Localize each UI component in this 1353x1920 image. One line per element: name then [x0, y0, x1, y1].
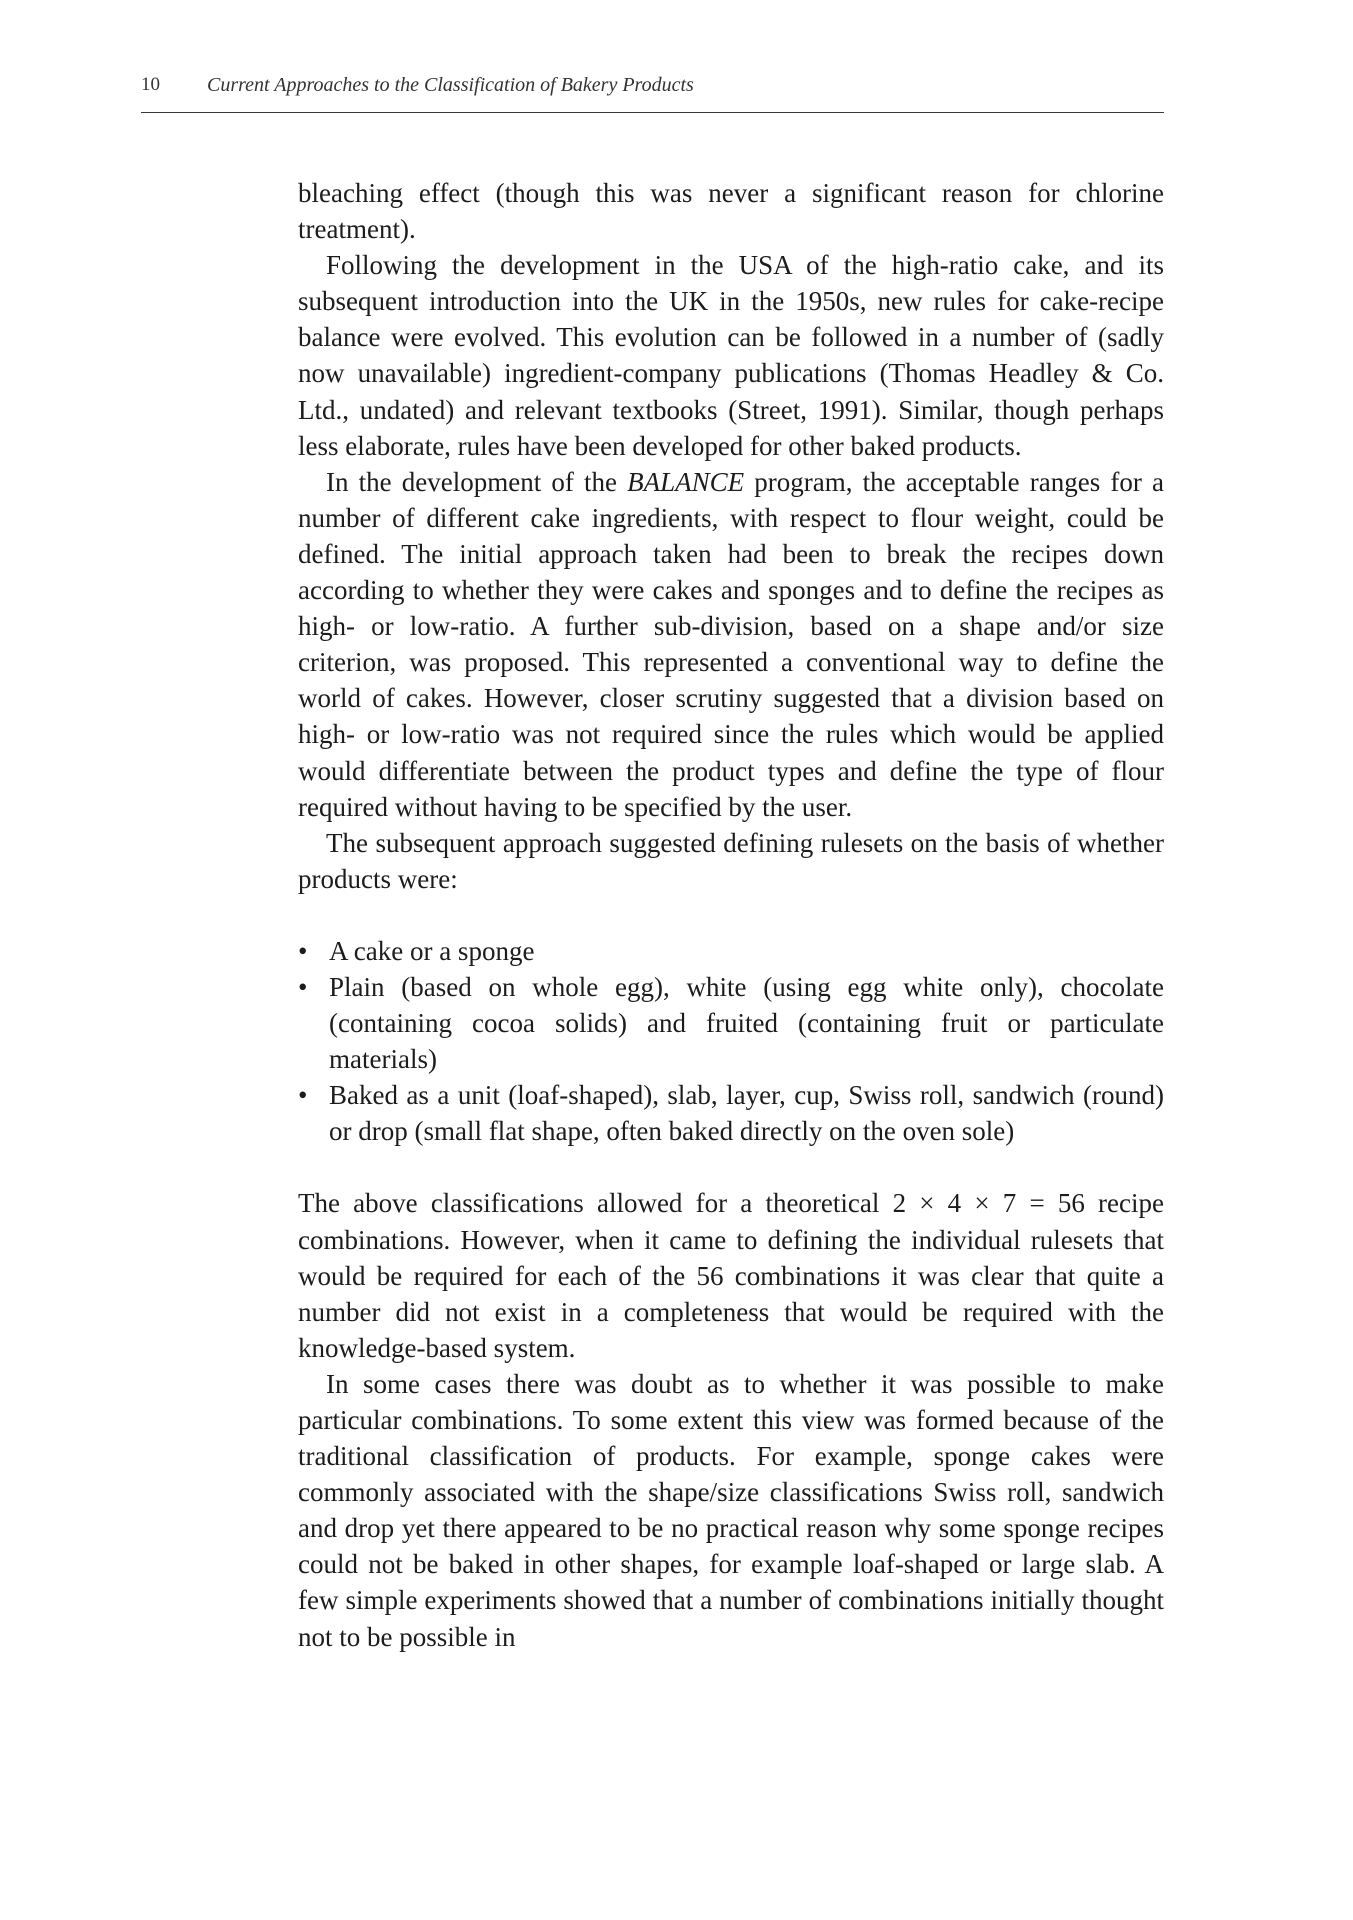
paragraph: In some cases there was doubt as to whether it was possible to make particular combinations. To some extent this view was formed because of the traditional classification of products. For example, sponge cakes were commonly associated with the shape/size classifications Swiss roll, sandwich and drop yet there appeared to be no practical reason why some sponge recipes could not be baked in other shapes, for example loaf-shaped or large slab. A few simple experiments showed that a number of combinations initially thought not to be possible in [298, 1368, 1164, 1652]
bullet-icon: • [298, 935, 308, 966]
running-title: Current Approaches to the Classification of Bakery Products [207, 74, 694, 96]
bullet-list [298, 933, 1164, 1150]
page-number: 10 [141, 74, 160, 95]
paragraph: Following the development in the USA of the high-ratio cake, and its subsequent introduction into the UK in the 1950s, new rules for cake-recipe balance were evolved. This evolution can be followed in a number of (sadly now unavailable) ingredient-company publications (Thomas Headley & Co. Ltd., undated) and relevant textbooks (Street, 1991). Similar, though perhaps less elaborate, rules have been developed for other baked products. [298, 250, 1164, 461]
list-item [298, 1077, 1164, 1149]
running-header [141, 70, 1164, 113]
list-item-text: Baked as a unit (loaf-shaped), slab, layer, cup, Swiss roll, sandwich (round) or drop (small flat shape, often baked directly on the oven sole) [329, 1080, 1164, 1147]
list-item [298, 933, 1164, 969]
program-name: BALANCE [627, 466, 745, 497]
paragraph-text: program, the acceptable ranges for a number of different cake ingredients, with respect to flour weight, could be defined. The initial approach taken had been to break the recipes down according to whether they were cakes and sponges and to define the recipes as high- or low-ratio. A further sub-division, based on a shape and/or size criterion, was proposed. This represented a conventional way to define the world of cakes. However, closer scrutiny suggested that a division based on high- or low-ratio was not required since the rules which would be applied would differentiate between the product types and define the type of flour required without having to be specified by the user. [298, 466, 1164, 822]
list-item-text: Plain (based on whole egg), white (using egg white only), chocolate (containing cocoa solids) and fruited (containing fruit or particulate materials) [329, 971, 1164, 1075]
paragraph: The above classifications allowed for a theoretical 2 × 4 × 7 = 56 recipe combinations. However, when it came to defining the individual rulesets that would be required for each of the 56 combinations it was clear that quite a number did not exist in a completeness that would be required with the knowledge-based system. [298, 1188, 1164, 1363]
paragraph [298, 464, 1164, 825]
paragraph: bleaching effect (though this was never a significant reason for chlorine treatment). [298, 178, 1164, 245]
body-text [298, 175, 1164, 1655]
list-item-text: A cake or a sponge [329, 935, 535, 966]
paragraph: The subsequent approach suggested defining rulesets on the basis of whether products were: [298, 827, 1164, 894]
paragraph-text: In the development of the [326, 466, 628, 497]
list-item [298, 969, 1164, 1077]
bullet-icon: • [298, 1080, 308, 1111]
bullet-icon: • [298, 971, 308, 1002]
